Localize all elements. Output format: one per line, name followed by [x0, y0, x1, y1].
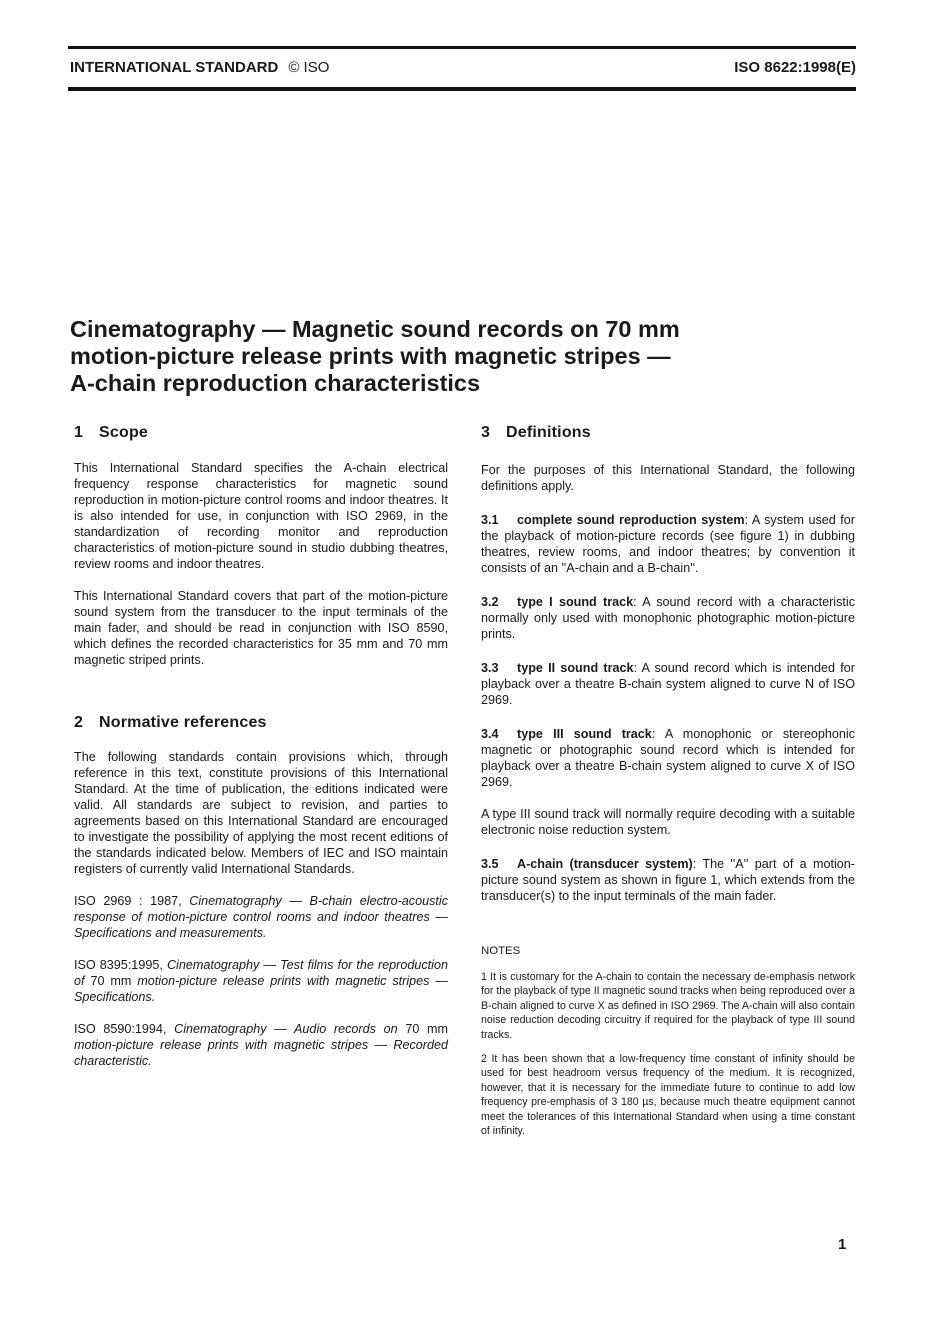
- header-standard-label: INTERNATIONAL STANDARD: [70, 59, 279, 76]
- page-number: 1: [838, 1236, 847, 1253]
- section-3-heading: 3 Definitions: [481, 424, 591, 441]
- reference-iso-2969: ISO 2969 : 1987, Cinematography — B-chain electro-acoustic response of motion-picture control rooms and indoor theatres — Specifications and measurements.: [74, 894, 448, 940]
- notes-heading: NOTES: [481, 945, 521, 957]
- header-copyright: © ISO: [288, 59, 330, 76]
- definitions-intro: For the purposes of this International Standard, the following definitions apply.: [481, 463, 855, 493]
- title-line-2: motion-picture release prints with magnetic stripes —: [70, 343, 671, 369]
- reference-iso-8395: ISO 8395:1995, Cinematography — Test films for the reproduction of 70 mm motion-picture release prints with magnetic stripes — Specifications.: [74, 958, 448, 1004]
- definition-3-5: 3.5 A-chain (transducer system): The ''A'' part of a motion-picture sound system as shown in figure 1, which extends from the transducer(s) to the input terminals of the main fader.: [481, 857, 855, 903]
- scope-paragraph-2: This International Standard covers that part of the motion-picture sound system from the transducer to the input terminals of the main fader, and should be read in conjunction with ISO 8590, which defines the recorded characteristics for 35 mm and 70 mm magnetic striped prints.: [74, 589, 448, 667]
- document-title: [70, 316, 850, 397]
- definition-3-2: 3.2 type I sound track: A sound record with a characteristic normally only used with monophonic photographic motion-picture prints.: [481, 595, 855, 641]
- header-bottom-rule: [68, 87, 856, 91]
- section-1-heading: 1 Scope: [74, 424, 149, 441]
- definition-3-1: 3.1 complete sound reproduction system: A system used for the playback of motion-picture records (see figure 1) in dubbing theatres, review rooms, and indoor theatres; by convention it consists of an ''A-chain and a B-chain''.: [481, 513, 855, 575]
- note-2: 2 It has been shown that a low-frequency time constant of infinity should be used for best headroom versus frequency of the medium. It is recognized, however, that it is necessary for the immediate future to continue to add low frequency pre-emphasis of 3 180 µs, because much theatre equipment cannot meet the tolerances of this International Standard when using a time constant of infinity.: [481, 1053, 855, 1138]
- reference-iso-8590: ISO 8590:1994, Cinematography — Audio records on 70 mm motion-picture release prints with magnetic stripes — Recorded characteristic.: [74, 1022, 448, 1068]
- page-header: [70, 59, 856, 81]
- header-document-number: ISO 8622:1998(E): [734, 59, 856, 76]
- definition-3-4-note: A type III sound track will normally require decoding with a suitable electronic noise reduction system.: [481, 807, 855, 837]
- definition-3-4: 3.4 type III sound track: A monophonic or stereophonic magnetic or photographic sound record which is intended for playback over a theatre B-chain system aligned to curve X of ISO 2969.: [481, 727, 855, 789]
- note-1: 1 It is customary for the A-chain to contain the necessary de-emphasis network for the playback of type II magnetic sound tracks when being reproduced over a B-chain aligned to curve X as defined in ISO 2969. The A-chain will also contain noise reduction decoding circuitry if required for the playback of type III sound tracks.: [481, 971, 855, 1041]
- right-column: [481, 424, 855, 1138]
- title-line-1: Cinematography — Magnetic sound records on 70 mm: [70, 316, 680, 342]
- header-left: [70, 59, 329, 76]
- definition-3-3: 3.3 type II sound track: A sound record which is intended for playback over a theatre B-chain system aligned to curve N of ISO 2969.: [481, 661, 855, 707]
- scope-paragraph-1: This International Standard specifies the A-chain electrical frequency response characteristics for magnetic sound reproduction in motion-picture control rooms and indoor theatres. It is also intended for use, in conjunction with ISO 2969, in the standardization of recording monitor and reproduction characteristics of motion-picture sound in studio dubbing theatres, review rooms and indoor theatres.: [74, 461, 448, 571]
- references-intro: The following standards contain provisions which, through reference in this text, constitute provisions of this International Standard. At the time of publication, the editions indicated were valid. All standards are subject to revision, and parties to agreements based on this International Standard are encouraged to investigate the possibility of applying the most recent editions of the standards indicated below. Members of IEC and ISO maintain registers of currently valid International Standards.: [74, 750, 448, 876]
- section-2-heading: 2 Normative references: [74, 714, 267, 731]
- title-line-3: A-chain reproduction characteristics: [70, 370, 481, 396]
- header-top-rule: [68, 46, 856, 49]
- left-column: [74, 424, 448, 1069]
